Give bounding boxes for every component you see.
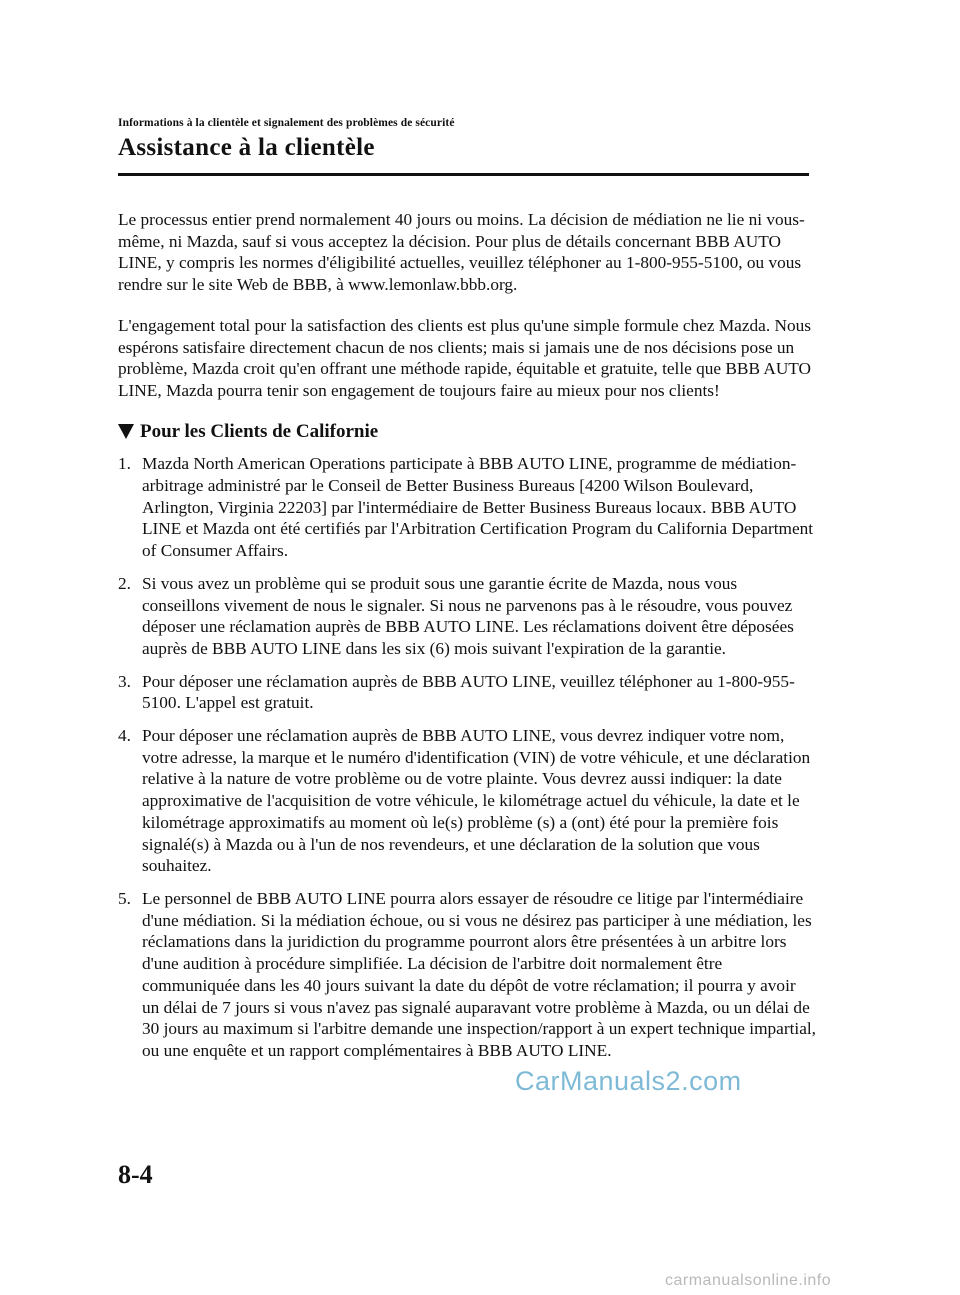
header-divider	[118, 173, 809, 176]
list-item	[118, 671, 816, 714]
numbered-list	[118, 453, 816, 1061]
section-heading-label: Pour les Clients de Californie	[140, 420, 379, 442]
list-item-number: 5.	[118, 888, 131, 908]
watermark-carmanualsonline: carmanualsonline.info	[665, 1272, 832, 1289]
main-content	[118, 209, 816, 1073]
section-header: Informations à la clientèle et signalement des problèmes de sécurité	[118, 117, 455, 129]
list-item	[118, 888, 816, 1062]
page-title: Assistance à la clientèle	[118, 134, 375, 161]
list-item-number: 2.	[118, 573, 131, 593]
list-item-text: Si vous avez un problème qui se produit sous une garantie écrite de Mazda, nous vous conseillons vivement de nous le signaler. Si nous ne parvenons pas à le résoudre, vous pouvez déposer une réclamation auprès de BBB AUTO LINE. Les réclamations doivent être déposées auprès de BBB AUTO LINE dans les six (6) mois suivant l'expiration de la garantie.	[142, 573, 794, 658]
list-item-number: 4.	[118, 726, 131, 746]
list-item-text: Le personnel de BBB AUTO LINE pourra alors essayer de résoudre ce litige par l'intermédiaire d'une médiation. Si la médiation échoue, ou si vous ne désirez pas participer à une médiation, les réclamations dans la juridiction du programme pourront alors être présentées à un arbitre lors d'une audition à procédure simplifiée. La décision de l'arbitre doit normalement être communiquée dans les 40 jours suivant la date du dépôt de votre réclamation; il pourra y avoir un délai de 7 jours si vous n'avez pas signalé auparavant votre problème à Mazda, ou un délai de 30 jours au maximum si l'arbitre demande une inspection/rapport à un expert technique impartial, ou une enquête et un rapport complémentaires à BBB AUTO LINE.	[142, 888, 817, 1060]
list-item-text: Mazda North American Operations participate à BBB AUTO LINE, programme de médiation-arbitrage administré par le Conseil de Better Business Bureaus [4200 Wilson Boulevard, Arlington, Virginia 22203] par l'intermédiaire de Better Business Bureaus locaux. BBB AUTO LINE et Mazda ont été certifiés par l'Arbitration Certification Program du California Department of Consumer Affairs.	[142, 454, 814, 561]
section-heading	[118, 421, 816, 443]
list-item-text: Pour déposer une réclamation auprès de BBB AUTO LINE, veuillez téléphoner au 1-800-955-5100. L'appel est gratuit.	[142, 671, 795, 713]
triangle-down-icon	[118, 424, 134, 439]
list-item-text: Pour déposer une réclamation auprès de BBB AUTO LINE, vous devrez indiquer votre nom, votre adresse, la marque et le numéro d'identification (VIN) de votre véhicule, et une déclaration relative à la nature de votre problème ou de votre plainte. Vous devrez aussi indiquer: la date approximative de l'acquisition de votre véhicule, le kilométrage actuel du véhicule, la date et le kilométrage approximatifs au moment où le(s) problème (s) a (ont) été pour la première fois signalé(s) à Mazda ou à l'un de nos revendeurs, et une déclaration de la solution que vous souhaitez.	[142, 726, 811, 876]
list-item	[118, 573, 816, 660]
list-item	[118, 725, 816, 877]
paragraph-commitment: L'engagement total pour la satisfaction des clients est plus qu'une simple formule chez Mazda. Nous espérons satisfaire directement chacun de nos clients; mais si jamais une de nos décisions pose un problème, Mazda croit qu'en offrant une méthode rapide, équitable et gratuite, telle que BBB AUTO LINE, Mazda pourra tenir son engagement de toujours faire au mieux pour nos clients!	[118, 315, 812, 400]
paragraph-mediation: Le processus entier prend normalement 40 jours ou moins. La décision de médiation ne lie ni vous-même, ni Mazda, sauf si vous acceptez la décision. Pour plus de détails concernant BBB AUTO LINE, y compris les normes d'éligibilité actuelles, veuillez téléphoner au 1-800-955-5100, ou vous rendre sur le site Web de BBB, à www.lemonlaw.bbb.org.	[118, 210, 805, 295]
page-number: 8-4	[118, 1160, 153, 1189]
list-item-number: 3.	[118, 671, 131, 691]
watermark-carmanuals2: CarManuals2.com	[515, 1066, 742, 1096]
list-item-number: 1.	[118, 454, 131, 474]
list-item	[118, 453, 816, 562]
